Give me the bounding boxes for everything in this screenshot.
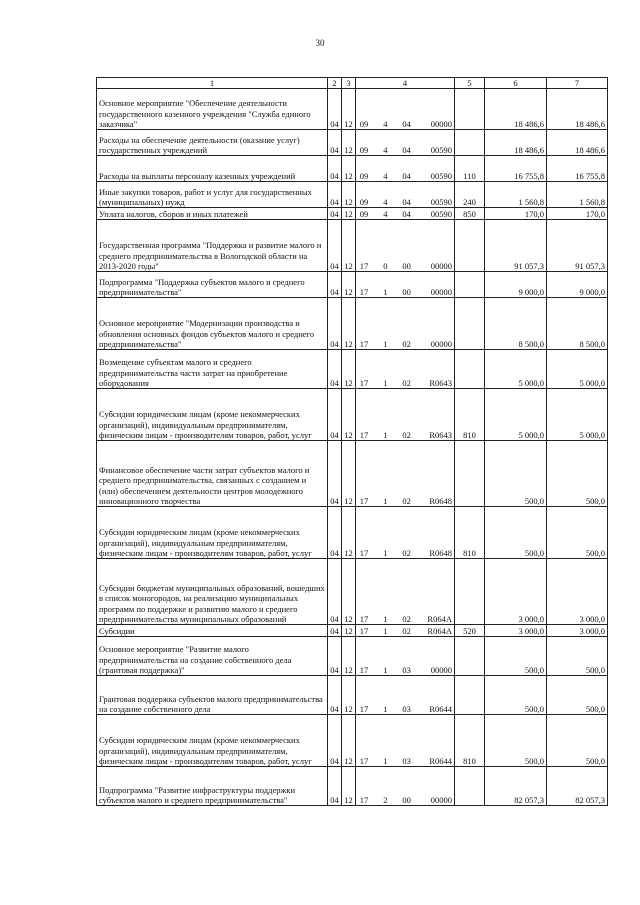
row-name: Грантовая поддержка субъектов малого предпринимательства на создание собственного дела xyxy=(97,676,328,715)
row-name: Уплата налогов, сборов и иных платежей xyxy=(97,208,328,220)
row-amount-1: 500,0 xyxy=(485,715,547,767)
row-amount-2: 1 560,8 xyxy=(547,182,608,208)
row-expense-type xyxy=(455,637,485,676)
code-direction: R064A xyxy=(427,626,452,636)
row-target-article xyxy=(356,350,455,389)
row-amount-2: 8 500,0 xyxy=(547,298,608,350)
row-target-article xyxy=(356,441,455,507)
code-program: 09 xyxy=(359,119,369,129)
row-name: Расходы на обеспечение деятельности (оказание услуг) государственных учреждений xyxy=(97,130,328,156)
row-expense-type: 810 xyxy=(455,389,485,441)
code-direction: R0648 xyxy=(429,548,452,558)
table-row xyxy=(97,182,608,208)
row-expense-type xyxy=(455,559,485,625)
code-activity: 00 xyxy=(402,287,411,297)
row-expense-type xyxy=(455,298,485,350)
table-row xyxy=(97,220,608,272)
row-subsection: 12 xyxy=(342,350,356,389)
row-section: 04 xyxy=(328,272,342,298)
code-subprogram: 1 xyxy=(383,704,388,714)
code-subprogram: 1 xyxy=(383,287,388,297)
row-subsection: 12 xyxy=(342,298,356,350)
row-target-article xyxy=(356,637,455,676)
code-subprogram: 1 xyxy=(383,614,388,624)
row-amount-2: 5 000,0 xyxy=(547,350,608,389)
code-activity: 04 xyxy=(402,197,411,207)
code-program: 09 xyxy=(359,197,369,207)
row-section: 04 xyxy=(328,220,342,272)
code-program: 17 xyxy=(359,496,369,506)
row-subsection: 12 xyxy=(342,441,356,507)
row-target-article xyxy=(356,559,455,625)
row-subsection: 12 xyxy=(342,389,356,441)
row-subsection: 12 xyxy=(342,89,356,130)
row-target-article xyxy=(356,208,455,220)
row-amount-1: 1 560,8 xyxy=(485,182,547,208)
code-activity: 02 xyxy=(402,614,411,624)
row-expense-type: 850 xyxy=(455,208,485,220)
row-amount-2: 170,0 xyxy=(547,208,608,220)
row-target-article xyxy=(356,89,455,130)
table-row xyxy=(97,208,608,220)
row-subsection: 12 xyxy=(342,715,356,767)
code-program: 09 xyxy=(359,145,369,155)
row-expense-type: 240 xyxy=(455,182,485,208)
row-name: Субсидии бюджетам муниципальных образований, вошедших в список моногородов, на реализацию муниципальных программ по поддержке и развитию малого и среднего предпринимательства муниципальных образований xyxy=(97,559,328,625)
table-row xyxy=(97,441,608,507)
code-direction: 00000 xyxy=(430,795,452,805)
row-target-article xyxy=(356,130,455,156)
row-section: 04 xyxy=(328,182,342,208)
code-direction: 00590 xyxy=(430,209,452,219)
code-subprogram: 4 xyxy=(383,119,388,129)
row-name: Основное мероприятие "Развитие малого предпринимательства на создание собственного дела (грантовая поддержка)" xyxy=(97,637,328,676)
row-expense-type xyxy=(455,350,485,389)
row-amount-1: 16 755,8 xyxy=(485,156,547,182)
table-row xyxy=(97,559,608,625)
row-amount-2: 82 057,3 xyxy=(547,767,608,806)
row-amount-2: 18 486,6 xyxy=(547,89,608,130)
code-subprogram: 1 xyxy=(383,430,388,440)
code-activity: 00 xyxy=(402,261,411,271)
table-row xyxy=(97,350,608,389)
row-subsection: 12 xyxy=(342,637,356,676)
row-subsection: 12 xyxy=(342,507,356,559)
code-subprogram: 1 xyxy=(383,626,388,636)
code-activity: 03 xyxy=(402,756,411,766)
code-program: 09 xyxy=(359,171,369,181)
row-target-article xyxy=(356,676,455,715)
row-name: Подпрограмма "Развитие инфраструктуры поддержки субъектов малого и среднего предпринимательства" xyxy=(97,767,328,806)
row-expense-type: 110 xyxy=(455,156,485,182)
row-name: Расходы на выплаты персоналу казенных учреждений xyxy=(97,156,328,182)
header-cell: 6 xyxy=(485,78,547,89)
row-section: 04 xyxy=(328,625,342,637)
code-activity: 02 xyxy=(402,430,411,440)
code-activity: 02 xyxy=(402,339,411,349)
code-subprogram: 1 xyxy=(383,665,388,675)
row-target-article xyxy=(356,156,455,182)
code-direction: R0648 xyxy=(429,496,452,506)
row-section: 04 xyxy=(328,715,342,767)
row-section: 04 xyxy=(328,156,342,182)
row-amount-1: 5 000,0 xyxy=(485,389,547,441)
row-amount-1: 170,0 xyxy=(485,208,547,220)
row-target-article xyxy=(356,182,455,208)
code-direction: 00590 xyxy=(430,171,452,181)
row-section: 04 xyxy=(328,89,342,130)
row-name: Иные закупки товаров, работ и услуг для государственных (муниципальных) нужд xyxy=(97,182,328,208)
code-activity: 02 xyxy=(402,626,411,636)
row-expense-type: 520 xyxy=(455,625,485,637)
row-expense-type xyxy=(455,89,485,130)
row-target-article xyxy=(356,298,455,350)
header-cell: 4 xyxy=(356,78,455,89)
code-program: 17 xyxy=(359,548,369,558)
row-section: 04 xyxy=(328,130,342,156)
row-section: 04 xyxy=(328,441,342,507)
row-section: 04 xyxy=(328,298,342,350)
row-amount-1: 91 057,3 xyxy=(485,220,547,272)
row-amount-1: 5 000,0 xyxy=(485,350,547,389)
row-section: 04 xyxy=(328,350,342,389)
code-direction: 00000 xyxy=(430,339,452,349)
code-activity: 04 xyxy=(402,209,411,219)
row-name: Основное мероприятие "Обеспечение деятельности государственного казенного учреждения "Служба единого заказчика" xyxy=(97,89,328,130)
table-row xyxy=(97,625,608,637)
row-subsection: 12 xyxy=(342,767,356,806)
code-program: 17 xyxy=(359,287,369,297)
code-activity: 04 xyxy=(402,171,411,181)
row-name: Подпрограмма "Поддержка субъектов малого и среднего предпринимательства" xyxy=(97,272,328,298)
row-expense-type xyxy=(455,272,485,298)
row-amount-2: 91 057,3 xyxy=(547,220,608,272)
code-program: 17 xyxy=(359,626,369,636)
header-row xyxy=(97,78,608,89)
code-activity: 04 xyxy=(402,145,411,155)
row-amount-2: 18 486,6 xyxy=(547,130,608,156)
row-amount-1: 500,0 xyxy=(485,676,547,715)
code-subprogram: 0 xyxy=(383,261,388,271)
row-amount-1: 3 000,0 xyxy=(485,625,547,637)
row-amount-1: 82 057,3 xyxy=(485,767,547,806)
table-row xyxy=(97,298,608,350)
row-amount-2: 3 000,0 xyxy=(547,625,608,637)
table-row xyxy=(97,272,608,298)
page-number: 30 xyxy=(315,38,325,48)
row-expense-type xyxy=(455,441,485,507)
code-direction: R0644 xyxy=(429,756,452,766)
row-amount-2: 500,0 xyxy=(547,507,608,559)
row-section: 04 xyxy=(328,389,342,441)
code-direction: 00000 xyxy=(430,665,452,675)
row-subsection: 12 xyxy=(342,156,356,182)
header-cell: 1 xyxy=(97,78,328,89)
row-expense-type xyxy=(455,130,485,156)
row-amount-1: 500,0 xyxy=(485,441,547,507)
row-name: Субсидии юридическим лицам (кроме некоммерческих организаций), индивидуальным предпринимателям, физическим лицам - производителям товаров, работ, услуг xyxy=(97,389,328,441)
code-activity: 03 xyxy=(402,704,411,714)
row-amount-1: 18 486,6 xyxy=(485,130,547,156)
code-program: 17 xyxy=(359,261,369,271)
row-name: Субсидии xyxy=(97,625,328,637)
row-expense-type xyxy=(455,676,485,715)
row-section: 04 xyxy=(328,676,342,715)
row-amount-2: 9 000,0 xyxy=(547,272,608,298)
row-amount-2: 500,0 xyxy=(547,441,608,507)
table-row xyxy=(97,637,608,676)
row-amount-1: 500,0 xyxy=(485,507,547,559)
code-program: 17 xyxy=(359,430,369,440)
row-amount-2: 500,0 xyxy=(547,715,608,767)
code-direction: 00000 xyxy=(430,119,452,129)
code-direction: 00000 xyxy=(430,287,452,297)
code-subprogram: 1 xyxy=(383,339,388,349)
row-amount-1: 3 000,0 xyxy=(485,559,547,625)
code-direction: 00000 xyxy=(430,261,452,271)
table-row xyxy=(97,89,608,130)
row-subsection: 12 xyxy=(342,676,356,715)
code-program: 09 xyxy=(359,209,369,219)
code-subprogram: 4 xyxy=(383,171,388,181)
header-cell: 7 xyxy=(547,78,608,89)
code-activity: 02 xyxy=(402,548,411,558)
row-section: 04 xyxy=(328,559,342,625)
row-name: Основное мероприятие "Модернизации производства и обновления основных фондов субъектов малого и среднего предпринимательства" xyxy=(97,298,328,350)
row-amount-2: 500,0 xyxy=(547,637,608,676)
row-expense-type: 810 xyxy=(455,507,485,559)
row-amount-2: 500,0 xyxy=(547,676,608,715)
row-target-article xyxy=(356,767,455,806)
row-name: Субсидии юридическим лицам (кроме некоммерческих организаций), индивидуальным предпринимателям, физическим лицам - производителям товаров, работ, услуг xyxy=(97,507,328,559)
budget-table xyxy=(96,77,608,806)
row-target-article xyxy=(356,715,455,767)
table-row xyxy=(97,676,608,715)
code-program: 17 xyxy=(359,339,369,349)
code-subprogram: 1 xyxy=(383,378,388,388)
row-target-article xyxy=(356,507,455,559)
code-activity: 04 xyxy=(402,119,411,129)
row-amount-1: 8 500,0 xyxy=(485,298,547,350)
row-name: Возмещение субъектам малого и среднего предпринимательства части затрат на приобретение оборудования xyxy=(97,350,328,389)
code-subprogram: 1 xyxy=(383,496,388,506)
code-activity: 02 xyxy=(402,378,411,388)
code-program: 17 xyxy=(359,378,369,388)
code-subprogram: 4 xyxy=(383,197,388,207)
row-subsection: 12 xyxy=(342,625,356,637)
row-amount-2: 3 000,0 xyxy=(547,559,608,625)
code-direction: R064A xyxy=(427,614,452,624)
table-row xyxy=(97,767,608,806)
row-subsection: 12 xyxy=(342,220,356,272)
code-activity: 00 xyxy=(402,795,411,805)
row-subsection: 12 xyxy=(342,182,356,208)
code-activity: 02 xyxy=(402,496,411,506)
row-subsection: 12 xyxy=(342,559,356,625)
row-target-article xyxy=(356,625,455,637)
row-amount-1: 500,0 xyxy=(485,637,547,676)
code-subprogram: 1 xyxy=(383,548,388,558)
row-name: Государственная программа "Поддержка и развитие малого и среднего предпринимательства в Вологодской области на 2013-2020 годы" xyxy=(97,220,328,272)
code-program: 17 xyxy=(359,665,369,675)
code-subprogram: 1 xyxy=(383,756,388,766)
row-amount-2: 5 000,0 xyxy=(547,389,608,441)
code-program: 17 xyxy=(359,614,369,624)
table-row xyxy=(97,130,608,156)
code-direction: 00590 xyxy=(430,197,452,207)
table-row xyxy=(97,507,608,559)
header-cell: 3 xyxy=(342,78,356,89)
row-section: 04 xyxy=(328,637,342,676)
row-name: Финансовое обеспечение части затрат субъектов малого и среднего предпринимательства, связанных с созданием и (или) обеспечением деятельности центров молодежного инновационного творчества xyxy=(97,441,328,507)
header-cell: 2 xyxy=(328,78,342,89)
table-row xyxy=(97,715,608,767)
code-program: 17 xyxy=(359,795,369,805)
code-subprogram: 4 xyxy=(383,209,388,219)
row-target-article xyxy=(356,272,455,298)
code-direction: R0643 xyxy=(429,430,452,440)
code-subprogram: 2 xyxy=(383,795,388,805)
row-target-article xyxy=(356,389,455,441)
row-name: Субсидии юридическим лицам (кроме некоммерческих организаций), индивидуальным предпринимателям, физическим лицам - производителям товаров, работ, услуг xyxy=(97,715,328,767)
table-row xyxy=(97,389,608,441)
row-amount-2: 16 755,8 xyxy=(547,156,608,182)
row-section: 04 xyxy=(328,507,342,559)
code-subprogram: 4 xyxy=(383,145,388,155)
code-direction: R0644 xyxy=(429,704,452,714)
table-row xyxy=(97,156,608,182)
code-program: 17 xyxy=(359,704,369,714)
code-program: 17 xyxy=(359,756,369,766)
code-direction: 00590 xyxy=(430,145,452,155)
row-subsection: 12 xyxy=(342,272,356,298)
row-expense-type xyxy=(455,767,485,806)
row-subsection: 12 xyxy=(342,208,356,220)
row-expense-type xyxy=(455,220,485,272)
header-cell: 5 xyxy=(455,78,485,89)
row-expense-type: 810 xyxy=(455,715,485,767)
row-target-article xyxy=(356,220,455,272)
row-subsection: 12 xyxy=(342,130,356,156)
code-direction: R0643 xyxy=(429,378,452,388)
code-activity: 03 xyxy=(402,665,411,675)
row-amount-1: 9 000,0 xyxy=(485,272,547,298)
row-section: 04 xyxy=(328,208,342,220)
row-amount-1: 18 486,6 xyxy=(485,89,547,130)
row-section: 04 xyxy=(328,767,342,806)
